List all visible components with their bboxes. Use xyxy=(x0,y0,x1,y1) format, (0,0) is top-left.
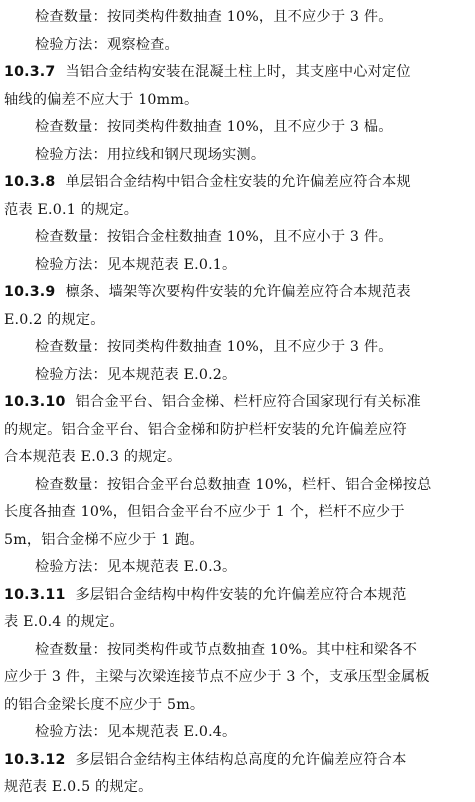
text-line xyxy=(4,362,467,390)
clause-10-3-8 xyxy=(4,169,467,197)
line-text: 检验方法：观察检查。 xyxy=(35,36,179,53)
text-line xyxy=(4,719,467,747)
line-text: 檩条、墙架等次要构件安装的允许偏差应符合本规范表 xyxy=(65,284,411,300)
line-text: 检查数量：按同类构件数抽查 10%，且不应少于 3 件。 xyxy=(35,339,393,355)
clause-10-3-10 xyxy=(4,389,467,417)
text-line xyxy=(4,554,467,582)
line-text: 规范表 E.0.5 的规定。 xyxy=(4,779,153,795)
text-line xyxy=(4,774,467,802)
line-text: 应少于 3 件，主梁与次梁连接节点不应少于 3 个，支承压型金属板 xyxy=(4,669,430,685)
clause-number: 10.3.11 xyxy=(4,586,66,603)
text-line xyxy=(4,252,467,280)
clause-number: 10.3.7 xyxy=(4,64,56,80)
line-text: 5m，铝合金梯不应少于 1 跑。 xyxy=(4,531,204,548)
clause-10-3-11 xyxy=(4,582,467,610)
line-text: 检验方法：见本规范表 E.0.1。 xyxy=(35,256,237,273)
clause-10-3-12 xyxy=(4,747,467,775)
text-line xyxy=(4,637,467,665)
line-text: 表 E.0.4 的规定。 xyxy=(4,614,124,630)
clause-number: 10.3.8 xyxy=(4,174,56,190)
text-line xyxy=(4,307,467,335)
text-line xyxy=(4,142,467,170)
clause-number: 10.3.10 xyxy=(4,394,66,410)
clause-10-3-9 xyxy=(4,279,467,307)
line-text: 检验方法：用拉线和钢尺现场实测。 xyxy=(35,146,266,163)
line-text: 检查数量：按同类构件数抽查 10%，且不应少于 3 榀。 xyxy=(35,119,393,135)
text-line xyxy=(4,444,467,472)
text-line xyxy=(4,4,467,32)
clause-number: 10.3.12 xyxy=(4,751,66,768)
text-line xyxy=(4,32,467,60)
line-text: 多层铝合金结构中构件安装的允许偏差应符合本规范 xyxy=(75,586,407,603)
line-text: 范表 E.0.1 的规定。 xyxy=(4,201,139,218)
line-text: 检验方法：见本规范表 E.0.4。 xyxy=(35,724,237,740)
clause-10-3-7 xyxy=(4,59,467,87)
line-text: 轴线的偏差不应大于 10mm。 xyxy=(4,91,199,108)
text-line xyxy=(4,692,467,720)
text-line xyxy=(4,499,467,527)
line-text: 检查数量：按铝合金柱数抽查 10%，且不应小于 3 件。 xyxy=(35,229,393,245)
line-text: E.0.2 的规定。 xyxy=(4,311,105,328)
text-line xyxy=(4,609,467,637)
line-text: 检查数量：按铝合金平台总数抽查 10%，栏杆、铝合金梯按总 xyxy=(35,476,432,493)
line-text: 当铝合金结构安装在混凝土柱上时，其支座中心对定位 xyxy=(65,64,411,80)
text-line xyxy=(4,334,467,362)
clause-number: 10.3.9 xyxy=(4,284,56,300)
line-text: 多层铝合金结构主体结构总高度的允许偏差应符合本 xyxy=(75,751,407,768)
line-text: 长度各抽查 10%，但铝合金平台不应少于 1 个，栏杆不应少于 xyxy=(4,504,405,520)
line-text: 铝合金平台、铝合金梯、栏杆应符合国家现行有关标准 xyxy=(75,394,421,410)
line-text: 的铝合金梁长度不应少于 5m。 xyxy=(4,696,205,713)
line-text: 检验方法：见本规范表 E.0.2。 xyxy=(35,366,237,383)
text-line xyxy=(4,114,467,142)
line-text: 的规定。铝合金平台、铝合金梯和防护栏杆安装的允许偏差应符 xyxy=(4,421,407,438)
text-line xyxy=(4,527,467,555)
text-line xyxy=(4,472,467,500)
text-line xyxy=(4,87,467,115)
line-text: 检查数量：按同类构件数抽查 10%，且不应少于 3 件。 xyxy=(35,9,393,25)
text-line xyxy=(4,417,467,445)
line-text: 单层铝合金结构中铝合金柱安装的允许偏差应符合本规 xyxy=(65,174,411,190)
text-line xyxy=(4,224,467,252)
text-line xyxy=(4,664,467,692)
line-text: 合本规范表 E.0.3 的规定。 xyxy=(4,449,182,465)
line-text: 检验方法：见本规范表 E.0.3。 xyxy=(35,559,237,575)
text-line xyxy=(4,197,467,225)
line-text: 检查数量：按同类构件或节点数抽查 10%。其中柱和梁各不 xyxy=(35,641,418,658)
